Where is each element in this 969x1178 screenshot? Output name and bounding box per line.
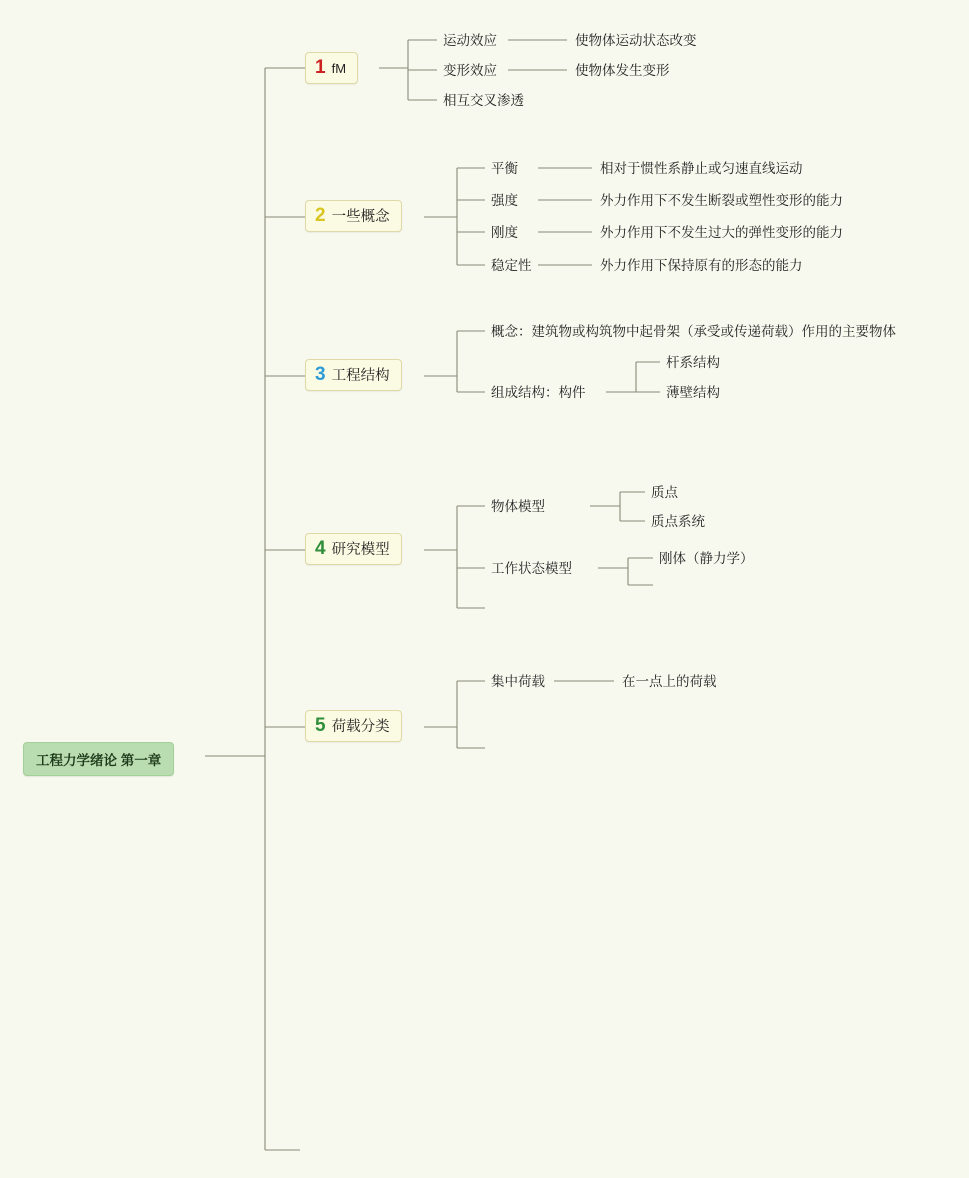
leaf-detail-2-2[interactable]: 外力作用下不发生断裂或塑性变形的能力 [600,193,843,208]
leaf-3-2-1[interactable]: 杆系结构 [666,355,720,370]
leaf-2-1[interactable]: 平衡 [491,161,518,176]
branch-label-2: 一些概念 [331,209,390,225]
leaf-4-1-1[interactable]: 质点 [651,485,678,500]
branch-label-4: 研究模型 [331,542,390,558]
branch-number-1: 1 [315,57,326,78]
branch-node-1[interactable] [305,52,358,84]
leaf-3-1[interactable]: 概念：建筑物或构筑物中起骨架（承受或传递荷载）作用的主要物体 [491,324,896,339]
leaf-1-2[interactable]: 变形效应 [443,63,497,78]
branch-number-4: 4 [315,538,326,559]
root-node[interactable]: 工程力学绪论 第一章 [23,742,174,776]
branch-label-5: 荷载分类 [331,719,390,735]
leaf-3-2[interactable]: 组成结构：构件 [491,385,586,400]
branch-node-5[interactable] [305,710,402,742]
leaf-detail-2-1[interactable]: 相对于惯性系静止或匀速直线运动 [600,161,803,176]
leaf-detail-1-2[interactable]: 使物体发生变形 [575,63,670,78]
leaf-4-1-2[interactable]: 质点系统 [651,514,705,529]
branch-number-5: 5 [315,715,326,736]
leaf-3-2-2[interactable]: 薄壁结构 [666,385,720,400]
branch-node-2[interactable] [305,200,402,232]
branch-number-3: 3 [315,364,326,385]
leaf-4-2-1[interactable]: 刚体（静力学） [659,551,754,566]
leaf-2-2[interactable]: 强度 [491,193,518,208]
leaf-1-1[interactable]: 运动效应 [443,33,497,48]
leaf-1-3[interactable]: 相互交叉渗透 [443,93,524,108]
leaf-5-1[interactable]: 集中荷载 [491,674,545,689]
leaf-4-1[interactable]: 物体模型 [491,499,545,514]
leaf-2-4[interactable]: 稳定性 [491,258,532,273]
branch-node-4[interactable] [305,533,402,565]
leaf-detail-2-4[interactable]: 外力作用下保持原有的形态的能力 [600,258,803,273]
leaf-detail-5-1[interactable]: 在一点上的荷载 [622,674,717,689]
branch-label-3: 工程结构 [331,368,390,384]
leaf-2-3[interactable]: 刚度 [491,225,518,240]
branch-number-2: 2 [315,205,326,226]
leaf-detail-1-1[interactable]: 使物体运动状态改变 [575,33,697,48]
branch-node-3[interactable] [305,359,402,391]
leaf-detail-2-3[interactable]: 外力作用下不发生过大的弹性变形的能力 [600,225,843,240]
branch-label-1: fM [331,61,347,76]
leaf-4-2[interactable]: 工作状态模型 [491,561,572,576]
